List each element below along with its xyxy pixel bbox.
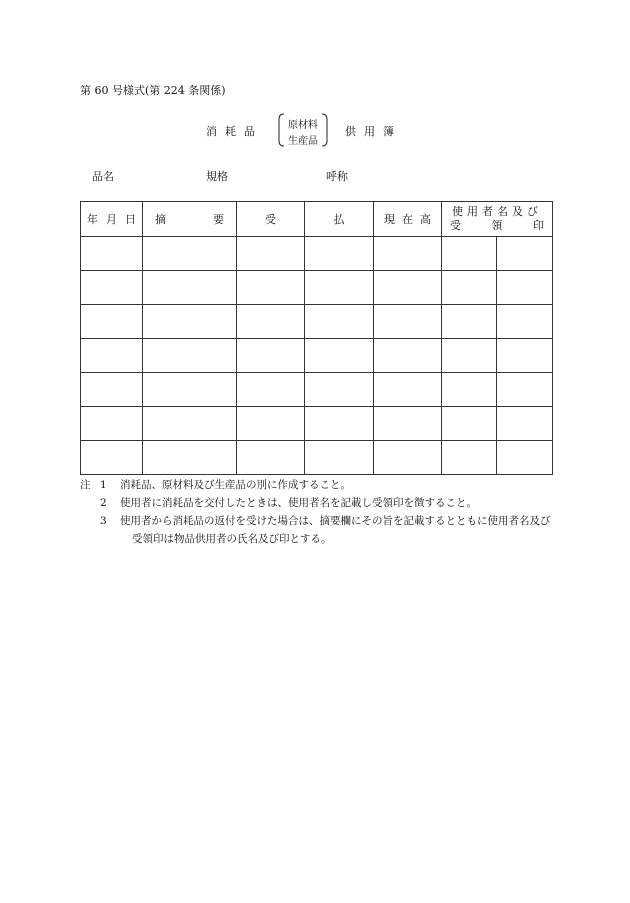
header-date <box>81 202 143 237</box>
field-spec: 規格 <box>206 170 228 183</box>
ledger-cell <box>81 441 143 475</box>
table-row <box>81 237 553 271</box>
header-date-month: 月 <box>106 213 117 226</box>
header-seal-3: 印 <box>533 219 544 232</box>
ledger-cell <box>442 407 497 441</box>
ledger-cell <box>442 237 497 271</box>
ledger-cell <box>143 441 237 475</box>
ledger-cell <box>81 407 143 441</box>
ledger-cell <box>305 305 374 339</box>
ledger-cell <box>497 441 553 475</box>
ledger-cell <box>374 305 442 339</box>
header-summary <box>143 202 237 237</box>
ledger-cell <box>237 305 305 339</box>
ledger-cell <box>497 305 553 339</box>
ledger-cell <box>81 237 143 271</box>
ledger-cell <box>497 339 553 373</box>
ledger-cell <box>374 441 442 475</box>
note-2-num: 2 <box>100 497 107 509</box>
note-3-num: 3 <box>100 515 107 527</box>
ledger-cell <box>143 373 237 407</box>
ledger-cell <box>442 373 497 407</box>
header-date-day: 日 <box>125 213 136 226</box>
ledger-cell <box>81 305 143 339</box>
title-ledger: 供用簿 <box>345 125 402 138</box>
title-consumables: 消耗品 <box>206 125 263 138</box>
ledger-title <box>190 113 430 149</box>
ledger-cell <box>305 237 374 271</box>
notes-head: 注 <box>80 479 91 491</box>
ledger-cell <box>497 237 553 271</box>
header-summary-1: 摘 <box>155 213 166 226</box>
title-products: 生産品 <box>288 136 318 147</box>
note-3-text: 使用者から消耗品の返付を受けた場合は、摘要欄にその旨を記載するとともに使用者名及び受領印は物品供用者の氏名及び印とする。 <box>120 515 551 545</box>
ledger-cell <box>305 373 374 407</box>
ledger-cell <box>81 339 143 373</box>
ledger-cell <box>374 339 442 373</box>
table-row <box>81 305 553 339</box>
header-summary-2: 要 <box>213 213 224 226</box>
header-current-1: 現 <box>384 213 395 226</box>
ledger-cell <box>374 407 442 441</box>
table-row <box>81 339 553 373</box>
header-seal-2: 領 <box>491 219 503 232</box>
ledger-cell <box>497 373 553 407</box>
table-row <box>81 271 553 305</box>
ledger-table <box>80 201 553 475</box>
note-2 <box>80 494 555 512</box>
ledger-cell <box>374 271 442 305</box>
notes <box>80 476 555 548</box>
ledger-cell <box>237 271 305 305</box>
ledger-cell <box>237 373 305 407</box>
ledger-cell <box>237 339 305 373</box>
ledger-cell <box>237 407 305 441</box>
header-user-seal <box>442 202 553 237</box>
ledger-cell <box>442 271 497 305</box>
ledger-cell <box>305 407 374 441</box>
ledger-cell <box>442 305 497 339</box>
ledger-cell <box>143 271 237 305</box>
ledger-cell <box>497 271 553 305</box>
header-current <box>374 202 442 237</box>
ledger-cell <box>497 407 553 441</box>
ledger-cell <box>81 271 143 305</box>
form-number: 第 60 号様式(第 224 条関係) <box>80 84 226 97</box>
table-row <box>81 407 553 441</box>
header-row <box>81 202 553 237</box>
ledger-cell <box>143 237 237 271</box>
title-raw-materials: 原材料 <box>288 120 318 131</box>
note-2-text: 使用者に消耗品を交付したときは、使用者名を記載し受領印を徴すること。 <box>120 497 477 509</box>
table-row <box>81 441 553 475</box>
table-row <box>81 373 553 407</box>
ledger-cell <box>374 237 442 271</box>
header-current-3: 高 <box>420 213 431 226</box>
ledger-cell <box>305 339 374 373</box>
ledger-cell <box>305 271 374 305</box>
ledger-cell <box>374 373 442 407</box>
ledger-cell <box>305 441 374 475</box>
field-item-name: 品名 <box>92 170 114 183</box>
ledger-cell <box>442 441 497 475</box>
note-1 <box>80 476 555 494</box>
ledger-cell <box>143 339 237 373</box>
ledger-cell <box>237 237 305 271</box>
header-seal-1: 受 <box>450 219 461 232</box>
header-current-2: 在 <box>402 213 413 226</box>
note-1-text: 消耗品、原材料及び生産品の別に作成すること。 <box>120 479 351 491</box>
ledger-cell <box>237 441 305 475</box>
header-date-year: 年 <box>87 213 98 226</box>
ledger-cell <box>143 305 237 339</box>
header-pay: 払 <box>305 202 374 237</box>
header-user-top: 使用者名及び <box>452 205 542 218</box>
ledger-cell <box>81 373 143 407</box>
ledger-body <box>81 237 553 475</box>
note-1-num: 1 <box>100 479 107 491</box>
note-3 <box>80 512 555 548</box>
header-receive: 受 <box>237 202 305 237</box>
ledger-cell <box>442 339 497 373</box>
title-bracket <box>278 113 328 147</box>
field-call-name: 呼称 <box>326 170 348 183</box>
ledger-cell <box>143 407 237 441</box>
